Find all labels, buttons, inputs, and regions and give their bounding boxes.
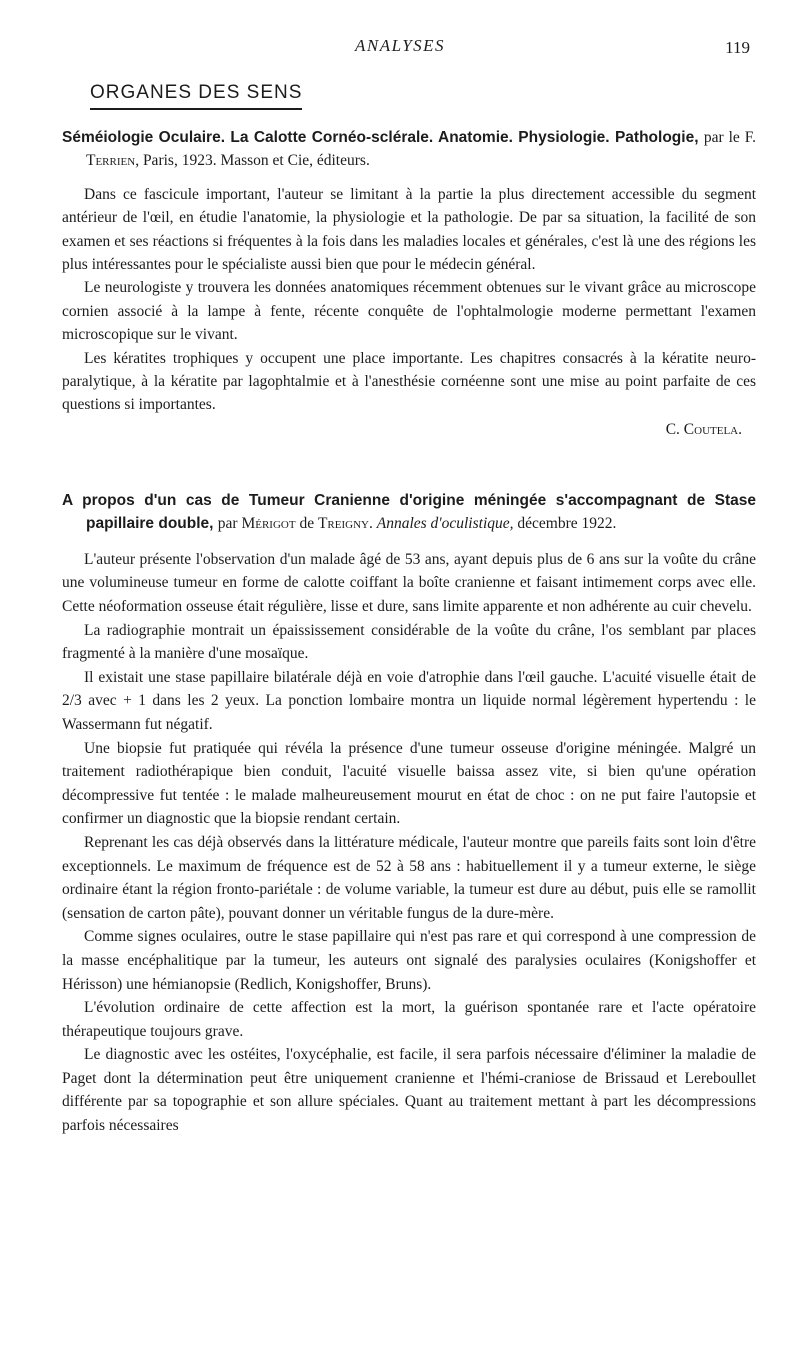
paragraph: Il existait une stase papillaire bilatérale déjà en voie d'atrophie dans l'œil gauche. L'acuité visuelle était de 2/3 avec + 1 dans les 2 yeux. La ponction lombaire montra un liquide normal légèrement hypertendu : le Wassermann fut négatif. xyxy=(62,668,756,733)
paragraph: Le diagnostic avec les ostéites, l'oxycéphalie, est facile, il sera parfois nécessaire d'éliminer la maladie de Paget dont la détermination peut être uniquement cranienne et l'hémi-craniose de Brissaud et Lereboullet différente par sa topographie et son allure spéciales. Quant au traitement mettant à part les décompressions parfois nécessaires xyxy=(62,1046,756,1135)
article-body xyxy=(62,183,756,417)
article-byline xyxy=(218,515,617,532)
publication-info: , Paris, 1923. Masson et Cie, éditeurs. xyxy=(135,152,370,170)
journal-name: Annales d'oculistique, xyxy=(376,515,514,533)
author-name: Terrien xyxy=(86,152,136,170)
byline-prefix: par xyxy=(217,515,238,533)
paragraph: L'évolution ordinaire de cette affection est la mort, la guérison spontanée rare et l'acte opératoire thérapeutique toujours grave. xyxy=(62,999,756,1040)
author-name: Mérigot xyxy=(241,515,296,533)
running-head xyxy=(0,36,800,60)
running-title: ANALYSES xyxy=(354,36,446,55)
paragraph: Reprenant les cas déjà observés dans la littérature médicale, l'auteur montre que pareils faits sont loin d'être exceptionnels. Le maximum de fréquence est de 52 à 58 ans : habituellement il y a tumeur externe, le siège ordinaire étant la région fronto-pariétale : de volume variable, la tumeur est dure au début, puis elle se ramollit (sensation de carton pâte), pouvant donner un véritable fungus de la dure-mère. xyxy=(62,833,756,922)
publication-date: décembre 1922. xyxy=(517,515,617,533)
byline-prefix: par le F. xyxy=(703,129,757,146)
paragraph: Dans ce fascicule important, l'auteur se limitant à la partie la plus directement accessible du segment antérieur de l'œil, en étudie l'anatomie, la physiologie et la pathologie. De par sa situation, la facilité de son examen et ses réactions si fréquentes à la fois dans les maladies locales et générales, c'est là une des régions les plus intéressantes pour le spécialiste aussi bien que pour le médecin général. xyxy=(62,185,756,274)
author-suffix: . xyxy=(368,515,373,533)
article-body xyxy=(62,548,756,1138)
paragraph: Une biopsie fut pratiquée qui révéla la présence d'une tumeur osseuse d'origine méningée. Malgré un traitement radiothérapique bien conduit, l'acuité visuelle baissa assez vite, si bien qu'une opération décompressive fut tentée : le malade malheureusement mourut en état de choc : on ne put faire l'autopsie et confirmer un diagnostic que la biopsie rendant certain. xyxy=(62,739,756,828)
article-heading xyxy=(62,126,756,173)
page-number: 119 xyxy=(725,38,750,57)
article-review-1 xyxy=(62,126,756,441)
paragraph: L'auteur présente l'observation d'un malade âgé de 53 ans, ayant depuis plus de 6 ans sur la voûte du crâne une volumineuse tumeur en forme de calotte coiffant la boîte cranienne et faisant intimement corps avec elle. Cette néoformation osseuse était régulière, lisse et dure, sans limite apparente et non adhérente au cuir chevelu. xyxy=(62,550,756,615)
author-particle: de xyxy=(299,515,315,533)
paragraph: La radiographie montrait un épaississement considérable de la voûte du crâne, l'os semblant par places fragmenté à la manière d'une mosaïque. xyxy=(62,621,756,663)
section-title: ORGANES DES SENS xyxy=(90,82,302,110)
paragraph: Le neurologiste y trouvera les données anatomiques récemment obtenues sur le vivant grâce au microscope cornien associé à la lampe à fente, récente conquête de l'ophtalmologie moderne permettant l'examen microscopique sur le vivant. xyxy=(62,279,756,344)
paragraph: Les kératites trophiques y occupent une place importante. Les chapitres consacrés à la kératite neuro-paralytique, à la kératite par lagophtalmie et à l'anesthésie cornéenne sont une mise au point parfaite de ces questions si importantes. xyxy=(62,349,756,414)
article-heading xyxy=(62,489,756,536)
reviewer-signature: C. Coutela. xyxy=(665,420,742,438)
author-place: Treigny xyxy=(317,515,369,533)
article-title: A propos d'un cas de Tumeur Cranienne d'origine méningée s'accompagnant de Stase papillaire double, xyxy=(62,492,756,533)
article-review-2 xyxy=(62,489,756,1138)
paragraph: Comme signes oculaires, outre le stase papillaire qui n'est pas rare et qui correspond à une compression de la masse encéphalitique par la tumeur, les auteurs ont signalé des paralysies oculaires (Konigshoffer et Hérisson) une hémianopsie (Redlich, Konigshoffer, Bruns). xyxy=(62,928,756,993)
article-title: Séméiologie Oculaire. La Calotte Cornéo-sclérale. Anatomie. Physiologie. Pathologie, xyxy=(62,129,699,146)
